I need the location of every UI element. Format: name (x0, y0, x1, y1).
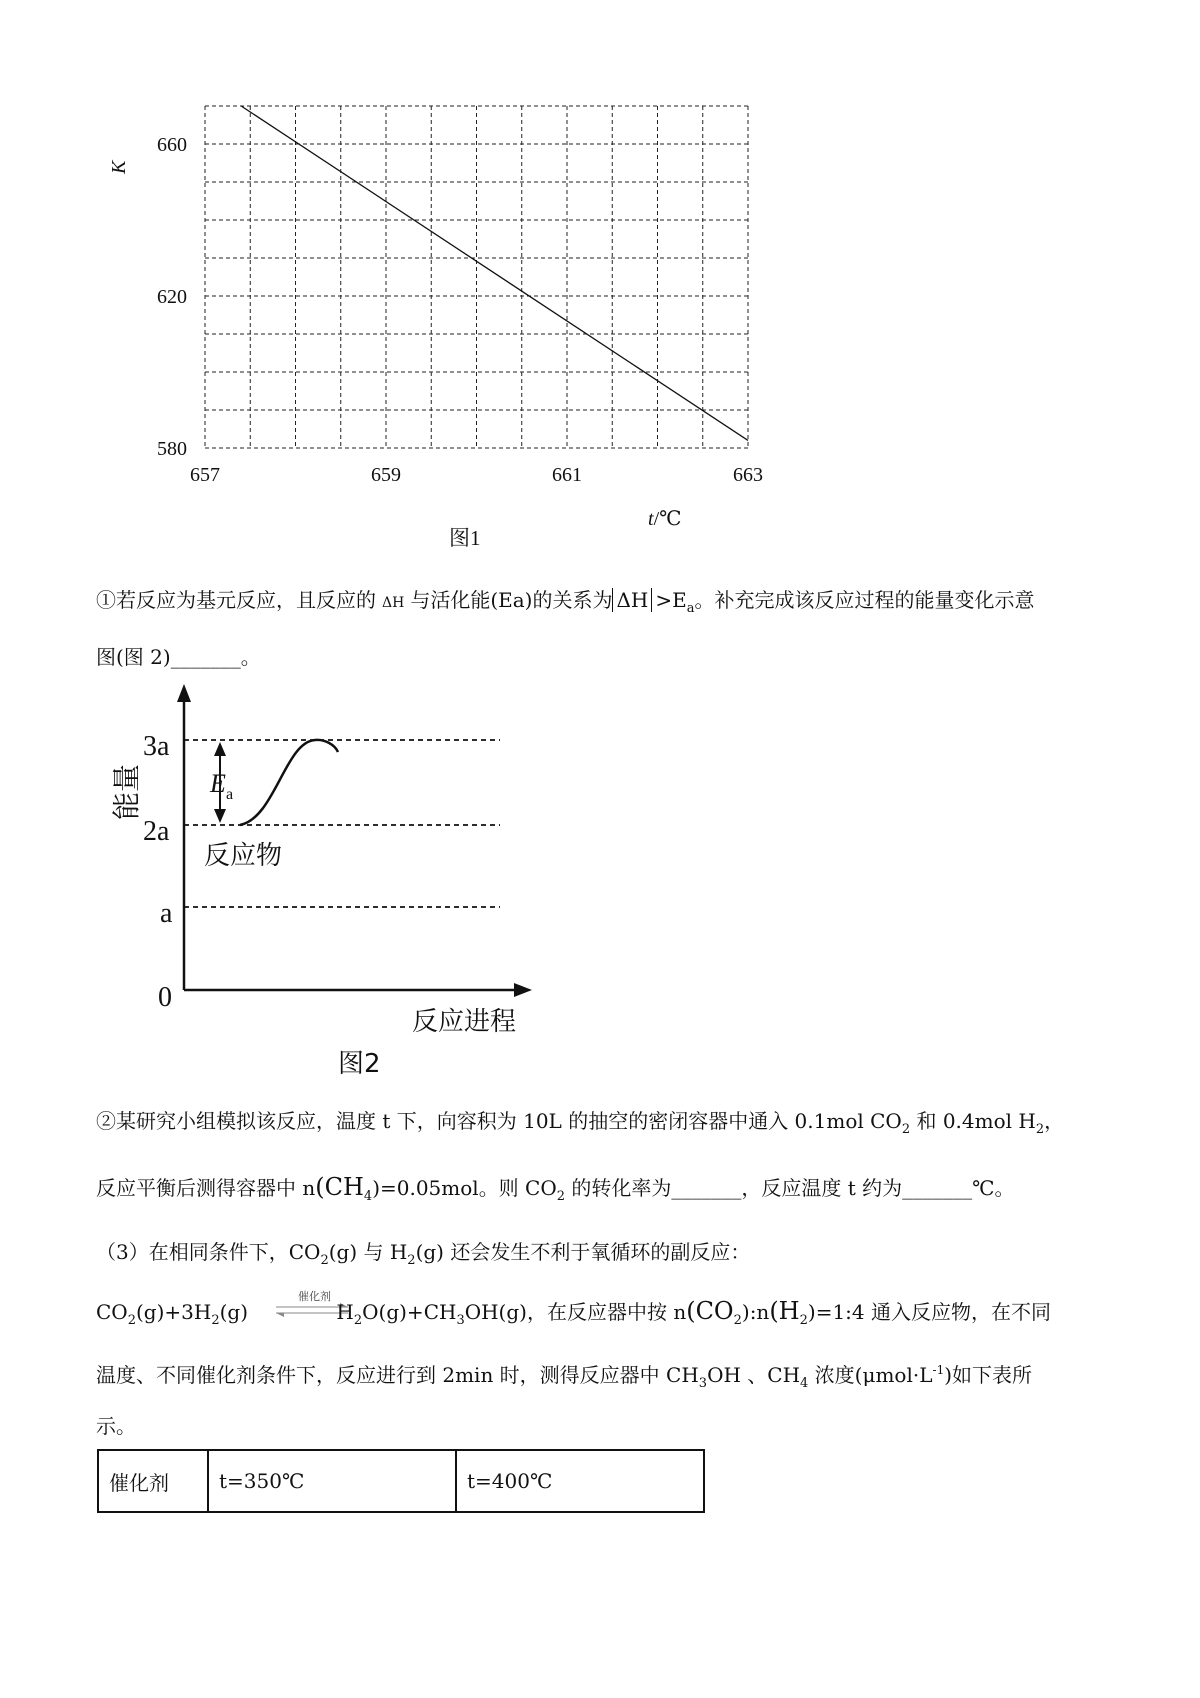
catalyst-over-arrow: 催化剂 (298, 1290, 331, 1303)
y-tick-labels (157, 134, 187, 460)
question-2-line-2: 反应平衡后测得容器中 $n(CH_4)=0.05mol$。则 $CO_2$ 的转化率为_______，反应温度 t 约为_______℃。 (96, 1173, 1015, 1204)
ea-label: E (210, 769, 226, 798)
reactant-label: 反应物 (204, 841, 283, 871)
chart-series-line (241, 106, 748, 440)
level-label-a: a (160, 898, 173, 929)
question-3-line-4: 示。 (96, 1414, 136, 1438)
question-3-line-2: $CO_2(g)+3H_2(g)$ $H_2O(g)+CH_3OH(g)$，在反应器中按 $n(CO_2):n(H_2)=1:4$ 通入反应物，在不同 (96, 1297, 1051, 1328)
y-axis-title: 能量 (110, 763, 143, 820)
table-header-cell: 催化剂 (98, 1450, 208, 1512)
answer-blank-temperature[interactable]: _______ (902, 1176, 973, 1200)
question-2-line-1: ②某研究小组模拟该反应，温度 t 下，向容积为 10L 的抽空的密闭容器中通入 0.1mol $CO_2$ 和 0.4mol $H_2$， (96, 1109, 1065, 1137)
catalyst-table (97, 1449, 705, 1513)
ea-label-sub: a (226, 786, 234, 803)
figure-1-caption: 图1 (449, 526, 481, 550)
x-tick-label: 661 (552, 464, 582, 486)
level-label-0: 0 (158, 982, 172, 1013)
y-tick-label: 620 (157, 286, 187, 308)
chart-grid (205, 106, 748, 448)
figure-2-energy-diagram (0, 670, 600, 1090)
x-tick-label: 659 (371, 464, 401, 486)
table-header-cell: t=350℃ (208, 1450, 456, 1512)
x-axis-title: 反应进程 (412, 1007, 517, 1037)
level-label-2a: 2a (143, 816, 170, 847)
level-label-3a: 3a (143, 731, 170, 762)
energy-curve (240, 740, 338, 825)
table-header-row (98, 1450, 704, 1512)
y-tick-label: 580 (157, 438, 187, 460)
x-tick-label: 663 (733, 464, 763, 486)
table-header-cell: t=400℃ (456, 1450, 704, 1512)
ea-arrow-down (214, 809, 226, 823)
x-axis-label: t/℃ (648, 508, 682, 530)
x-tick-labels (190, 464, 763, 486)
ea-arrow-up (214, 742, 226, 756)
x-axis-arrowhead (514, 983, 532, 997)
x-tick-label: 657 (190, 464, 220, 486)
y-axis-label: K (108, 160, 130, 174)
abs-delta-h: ΔH (612, 588, 652, 612)
question-1-line-1: ①若反应为基元反应，且反应的 ΔH 与活化能(Ea)的关系为 $\Delta H >E_a$。补充完成该反应过程的能量变化示意 (96, 588, 1035, 616)
y-tick-label: 660 (157, 134, 187, 156)
answer-blank-conversion[interactable]: _______ (671, 1176, 742, 1200)
figure-2-caption: 图2 (338, 1049, 381, 1079)
question-3-line-3: 温度、不同催化剂条件下，反应进行到 2min 时，测得反应器中 $CH_3OH$ 、$CH_4$ 浓度$(\mu mol\cdot L^{-1})$如下表所 (96, 1363, 1033, 1391)
figure-1-chart (0, 0, 1200, 560)
question-3-line-1: （3）在相同条件下，$CO_2(g)$ 与 $H_2(g)$ 还会发生不利于氧循环的副反应： (96, 1240, 751, 1268)
y-axis-arrowhead (177, 684, 191, 702)
question-1-line-2: 图(图 2)_______。 (96, 645, 261, 669)
answer-blank-fig2[interactable]: _______ (170, 645, 241, 669)
delta-h-symbol: ΔH (382, 595, 405, 611)
